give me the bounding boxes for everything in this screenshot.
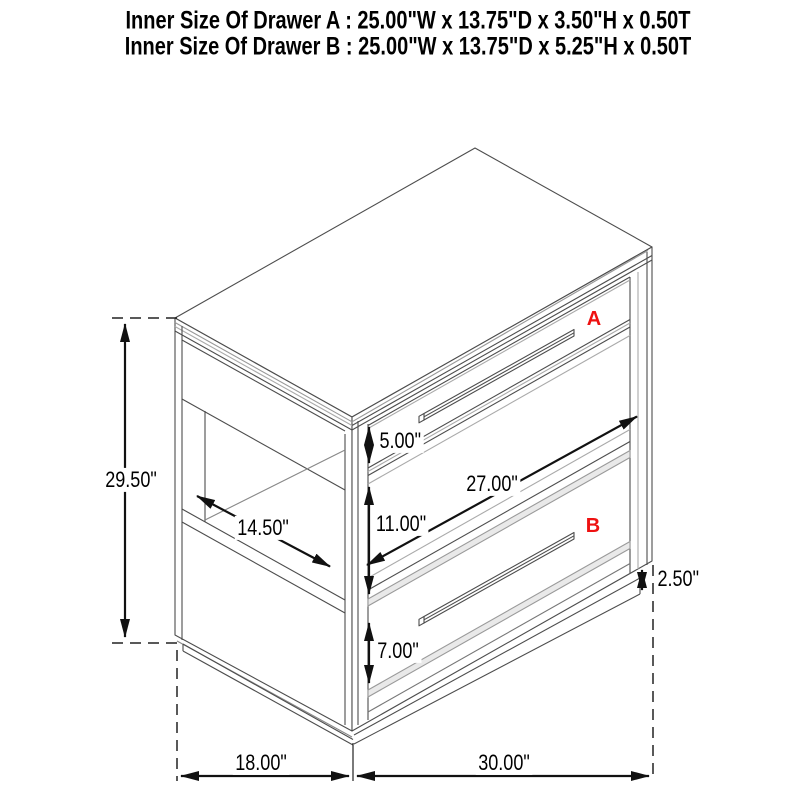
dim-overall-width: 30.00": [476, 751, 532, 775]
header-drawer-a-size: Inner Size Of Drawer A : 25.00"W x 13.75"D x 3.50"H x 0.50T: [125, 6, 691, 35]
dim-overall-height: 29.50": [103, 468, 159, 492]
dim-shelf-depth: 14.50": [235, 516, 291, 540]
dim-base-height: 2.50": [655, 567, 701, 591]
dim-middle-opening: 11.00": [373, 512, 428, 536]
dim-drawer-a-opening: 5.00": [377, 429, 423, 453]
drawer-a-label: A: [586, 308, 602, 330]
drawer-b-label: B: [585, 515, 601, 537]
dim-inner-width: 27.00": [464, 472, 520, 496]
dim-drawer-b-opening: 7.00": [375, 639, 421, 663]
dim-overall-depth: 18.00": [233, 751, 289, 775]
header-drawer-b-size: Inner Size Of Drawer B : 25.00"W x 13.75"D x 5.25"H x 0.50T: [124, 32, 692, 61]
